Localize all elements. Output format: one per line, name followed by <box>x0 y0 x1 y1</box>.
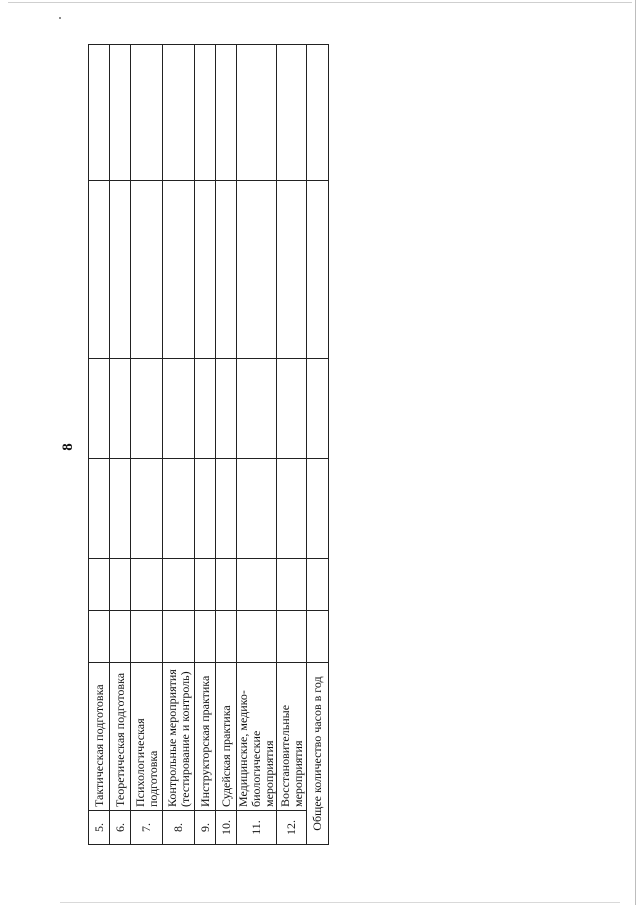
table-cell <box>89 559 110 611</box>
table-cell <box>163 559 195 611</box>
table-cell <box>216 559 237 611</box>
table-cell <box>131 45 163 181</box>
table-cell <box>195 611 216 663</box>
table-row <box>237 45 277 845</box>
row-number: 11. <box>237 811 277 845</box>
page-edge <box>635 0 636 905</box>
row-number: 9. <box>195 811 216 845</box>
table-cell <box>89 611 110 663</box>
table-cell <box>131 359 163 459</box>
table-row-total <box>307 45 329 845</box>
table-cell <box>110 611 131 663</box>
table-cell <box>216 359 237 459</box>
row-name: Инструкторская практика <box>195 663 216 811</box>
hours-table-rotated <box>88 45 324 845</box>
total-hours-label: Общее количество часов в год <box>307 663 329 845</box>
table-row <box>163 45 195 845</box>
table-cell <box>195 459 216 559</box>
table-cell <box>195 45 216 181</box>
table-cell <box>89 45 110 181</box>
table-cell <box>89 459 110 559</box>
table-cell <box>216 181 237 359</box>
row-number: 7. <box>131 811 163 845</box>
row-number: 8. <box>163 811 195 845</box>
row-name: Контрольные мероприятия (тестирование и контроль) <box>163 663 195 811</box>
table-cell <box>131 459 163 559</box>
table-cell <box>307 459 329 559</box>
row-name: Медицинские, медико-биологические мероприятия <box>237 663 277 811</box>
table-cell <box>89 359 110 459</box>
table-cell <box>163 181 195 359</box>
table-cell <box>195 359 216 459</box>
table-cell <box>277 559 307 611</box>
table-cell <box>307 45 329 181</box>
table-cell <box>110 559 131 611</box>
table-cell <box>110 45 131 181</box>
row-name: Судейская практика <box>216 663 237 811</box>
table-cell <box>216 459 237 559</box>
row-name: Психологическая подготовка <box>131 663 163 811</box>
row-number: 6. <box>110 811 131 845</box>
page-number: 8 <box>60 443 76 451</box>
table-cell <box>277 459 307 559</box>
table-cell <box>195 559 216 611</box>
table-cell <box>110 459 131 559</box>
table-cell <box>307 559 329 611</box>
hours-table <box>88 44 329 845</box>
row-number: 5. <box>89 811 110 845</box>
table-cell <box>307 359 329 459</box>
row-number: 10. <box>216 811 237 845</box>
table-cell <box>237 611 277 663</box>
page-edge <box>8 2 632 3</box>
table-cell <box>237 45 277 181</box>
table-cell <box>110 181 131 359</box>
page-edge <box>60 902 620 903</box>
row-name: Теоретическая подготовка <box>110 663 131 811</box>
table-row <box>277 45 307 845</box>
table-cell <box>237 559 277 611</box>
table-cell <box>307 611 329 663</box>
table-row <box>131 45 163 845</box>
table-row <box>89 45 110 845</box>
table-cell <box>277 611 307 663</box>
table-cell <box>216 611 237 663</box>
table-cell <box>216 45 237 181</box>
table-cell <box>131 611 163 663</box>
table-cell <box>237 181 277 359</box>
table-cell <box>163 359 195 459</box>
table-cell <box>277 181 307 359</box>
table-cell <box>195 181 216 359</box>
table-cell <box>131 181 163 359</box>
table-row <box>195 45 216 845</box>
row-name: Тактическая подготовка <box>89 663 110 811</box>
table-row <box>110 45 131 845</box>
table-cell <box>110 359 131 459</box>
table-cell <box>89 181 110 359</box>
table-cell <box>163 611 195 663</box>
table-cell <box>237 459 277 559</box>
hours-table-container <box>88 45 324 845</box>
table-cell <box>277 359 307 459</box>
row-name: Восстановительные мероприятия <box>277 663 307 811</box>
table-row <box>216 45 237 845</box>
scan-speck <box>59 17 61 19</box>
table-cell <box>307 181 329 359</box>
table-cell <box>163 459 195 559</box>
table-cell <box>131 559 163 611</box>
table-cell <box>237 359 277 459</box>
table-cell <box>277 45 307 181</box>
table-cell <box>163 45 195 181</box>
row-number: 12. <box>277 811 307 845</box>
